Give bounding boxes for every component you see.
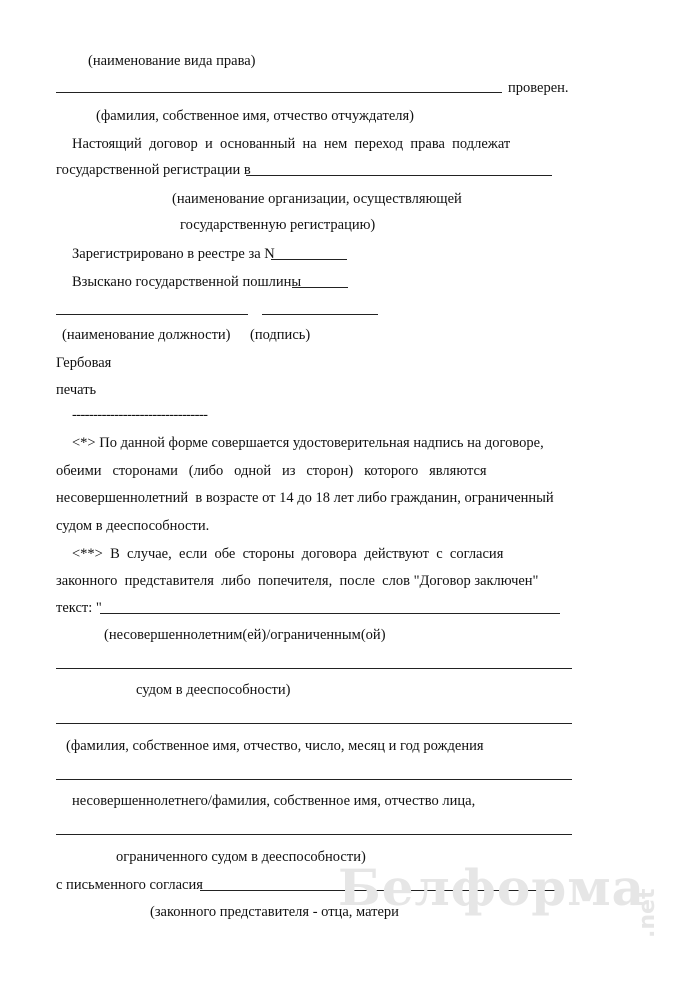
footnote-1-cont: судом в дееспособности.: [56, 518, 210, 534]
blank-line: [56, 723, 572, 724]
blank-line: [56, 779, 572, 780]
seal-label-cont: печать: [56, 382, 97, 398]
registry-number-label: Зарегистрировано в реестре за N: [72, 246, 275, 262]
seal-label: Гербовая: [56, 355, 112, 371]
watermark-suffix: [630, 868, 666, 940]
limited-capacity-caption: ограниченного судом в дееспособности): [116, 849, 366, 865]
alienator-blank: [56, 92, 502, 93]
footnote-2-text-label: текст: ": [56, 600, 102, 616]
alienator-caption: (фамилия, собственное имя, отчество отчуждателя): [96, 108, 414, 124]
footnote-2-cont: законного представителя либо попечителя, после слов "Договор заключен": [56, 573, 539, 589]
representative-caption: (законного представителя - отца, матери: [150, 904, 399, 920]
organization-caption: (наименование организации, осуществляющей: [172, 191, 462, 207]
watermark-logo: Белформа: [338, 858, 646, 917]
footnote-1: <*> По данной форме совершается удостоверительная надпись на договоре,: [72, 435, 544, 451]
footnote-1-cont: несовершеннолетний в возрасте от 14 до 18 лет либо гражданин, ограниченный: [56, 490, 554, 506]
organization-blank: [246, 175, 552, 176]
text-blank: [100, 613, 560, 614]
registration-paragraph-cont: государственной регистрации в: [56, 162, 251, 178]
birth-data-caption: (фамилия, собственное имя, отчество, число, месяц и год рождения: [66, 738, 484, 754]
position-caption: (наименование должности): [62, 327, 231, 343]
right-type-caption: (наименование вида права): [88, 53, 256, 69]
capacity-caption: судом в дееспособности): [136, 682, 291, 698]
footnote-1-cont: обеими сторонами (либо одной из сторон) которого являются: [56, 463, 487, 479]
state-fee-blank: [292, 287, 348, 288]
position-blank: [56, 314, 248, 315]
state-fee-label: Взыскано государственной пошлины: [72, 274, 302, 290]
signature-caption: (подпись): [250, 327, 311, 343]
consent-label: с письменного согласия: [56, 877, 203, 893]
person-caption: несовершеннолетнего/фамилия, собственное имя, отчество лица,: [72, 793, 476, 809]
signature-blank: [262, 314, 378, 315]
footnote-2: <**> В случае, если обе стороны договора действуют с согласия: [72, 546, 504, 562]
blank-line: [56, 668, 572, 669]
registry-number-blank: [271, 259, 347, 260]
footnote-separator: --------------------------------: [72, 407, 208, 423]
watermark-suffix-text: .net: [635, 888, 660, 938]
blank-line: [56, 834, 572, 835]
minor-caption: (несовершеннолетним(ей)/ограниченным(ой): [104, 627, 386, 643]
checked-text: проверен.: [508, 80, 569, 96]
organization-caption-cont: государственную регистрацию): [180, 217, 376, 233]
registration-paragraph: Настоящий договор и основанный на нем переход права подлежат: [72, 136, 511, 152]
